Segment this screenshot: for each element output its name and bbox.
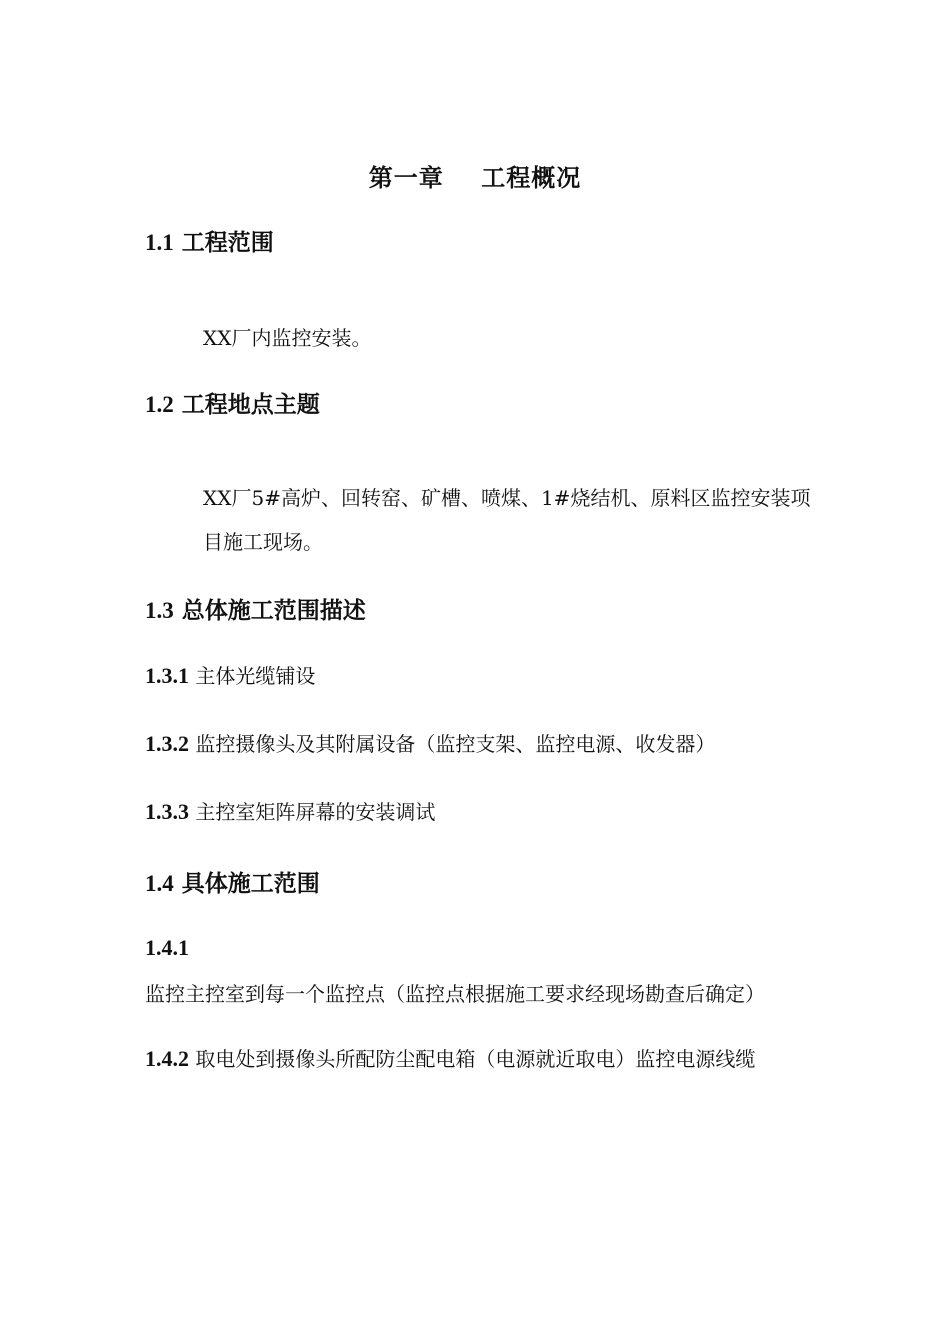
section-number: 1.3 bbox=[145, 598, 174, 623]
subsection-text: 监控摄像头及其附属设备（监控支架、监控电源、收发器） bbox=[195, 732, 716, 756]
subsection-1-4-2 bbox=[145, 1036, 813, 1082]
subsection-1-4-1 bbox=[145, 925, 813, 1017]
subsection-text: 主体光缆铺设 bbox=[195, 664, 316, 688]
subsection-text: 主控室矩阵屏幕的安装调试 bbox=[195, 800, 436, 824]
section-title: 工程范围 bbox=[181, 229, 274, 256]
subsection-number: 1.3.3 bbox=[145, 799, 189, 824]
subsection-number: 1.4.1 bbox=[145, 935, 189, 960]
section-heading-1-3 bbox=[145, 592, 366, 625]
subsection-text: 监控主控室到每一个监控点（监控点根据施工要求经现场勘查后确定） bbox=[145, 982, 765, 1006]
section-heading-1-1 bbox=[145, 224, 274, 257]
chapter-title: 第一章 工程概况 bbox=[368, 163, 582, 192]
subsection-number: 1.4.2 bbox=[145, 1046, 189, 1071]
section-number: 1.2 bbox=[145, 392, 174, 417]
subsection-number: 1.3.1 bbox=[145, 663, 189, 688]
section-title: 具体施工范围 bbox=[181, 870, 320, 897]
section-number: 1.1 bbox=[145, 230, 174, 255]
paragraph-work-location: XX厂5#高炉、回转窑、矿槽、喷煤、1#烧结机、原料区监控安装项目施工现场。 bbox=[203, 486, 811, 554]
section-heading-1-4 bbox=[145, 865, 320, 898]
subsection-1-3-3 bbox=[145, 789, 813, 835]
subsection-1-3-1 bbox=[145, 653, 813, 699]
subsection-text: 取电处到摄像头所配防尘配电箱（电源就近取电）监控电源线缆 bbox=[195, 1047, 756, 1071]
section-number: 1.4 bbox=[145, 871, 174, 896]
subsection-number: 1.3.2 bbox=[145, 731, 189, 756]
paragraph-work-scope: XX厂内监控安装。 bbox=[203, 326, 372, 350]
section-title: 工程地点主题 bbox=[181, 391, 320, 418]
section-title: 总体施工范围描述 bbox=[181, 597, 366, 624]
section-heading-1-2 bbox=[145, 386, 320, 419]
subsection-1-3-2 bbox=[145, 721, 813, 767]
